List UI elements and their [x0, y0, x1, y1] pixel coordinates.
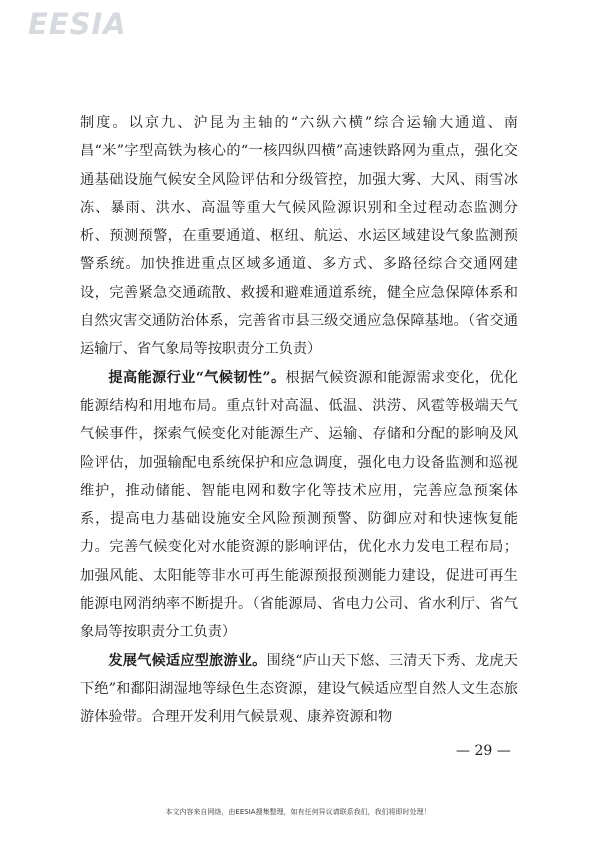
- eesia-logo: EESIA: [28, 7, 127, 41]
- paragraph-energy-resilience: [80, 364, 518, 647]
- paragraph-text: 制度。以京九、沪昆为主轴的“六纵六横”综合运输大通道、南昌“米”字型高铁为核心的“一核四纵四横”高速铁路网为重点，强化交通基础设施气候安全风险评估和分级管控，加强大雾、大风、雨雪冰冻、暴雨、洪水、高温等重大气候风险源识别和全过程动态监测分析、预测预警，在重要通道、枢纽、航运、水运区域建设气象监测预警系统。加快推进重点区域多通道、多方式、多路径综合交通网建设，完善紧急交通疏散、救援和避难通道系统，健全应急保障体系和自然灾害交通防治体系，完善省市县三级交通应急保障基地。（省交通运输厅、省气象局等按职责分工负责）: [80, 115, 518, 358]
- paragraph-lead: 发展气候适应型旅游业。: [108, 652, 267, 669]
- document-body: [80, 109, 518, 732]
- footer-disclaimer: 本文内容来自网络，由EESIA搜集整理，如有任何异议请联系我们，我们将即时处理！: [165, 808, 431, 816]
- paragraph-transport-infrastructure: [80, 109, 518, 364]
- paragraph-lead: 提高能源行业“气候韧性”。: [108, 369, 286, 386]
- page-number: — 29 —: [456, 743, 511, 759]
- paragraph-climate-tourism: [80, 647, 518, 732]
- paragraph-text: 围绕“庐山天下悠、三清天下秀、龙虎天下绝”和鄱阳湖湿地等绿色生态资源，建设气候适应型自然人文生态旅游体验带。合理开发利用气候景观、康养资源和物: [80, 652, 518, 726]
- paragraph-text: 根据气候资源和能源需求变化，优化能源结构和用地布局。重点针对高温、低温、洪涝、风雹等极端天气气候事件，探索气候变化对能源生产、运输、存储和分配的影响及风险评估，加强输配电系统保护和应急调度，强化电力设备监测和巡视维护，推动储能、智能电网和数字化等技术应用，完善应急预案体系，提高电力基础设施安全风险预测预警、防御应对和快速恢复能力。完善气候变化对水能资源的影响评估，优化水力发电工程布局；加强风能、太阳能等非水可再生能源预报预测能力建设，促进可再生能源电网消纳率不断提升。（省能源局、省电力公司、省水利厅、省气象局等按职责分工负责）: [80, 369, 518, 641]
